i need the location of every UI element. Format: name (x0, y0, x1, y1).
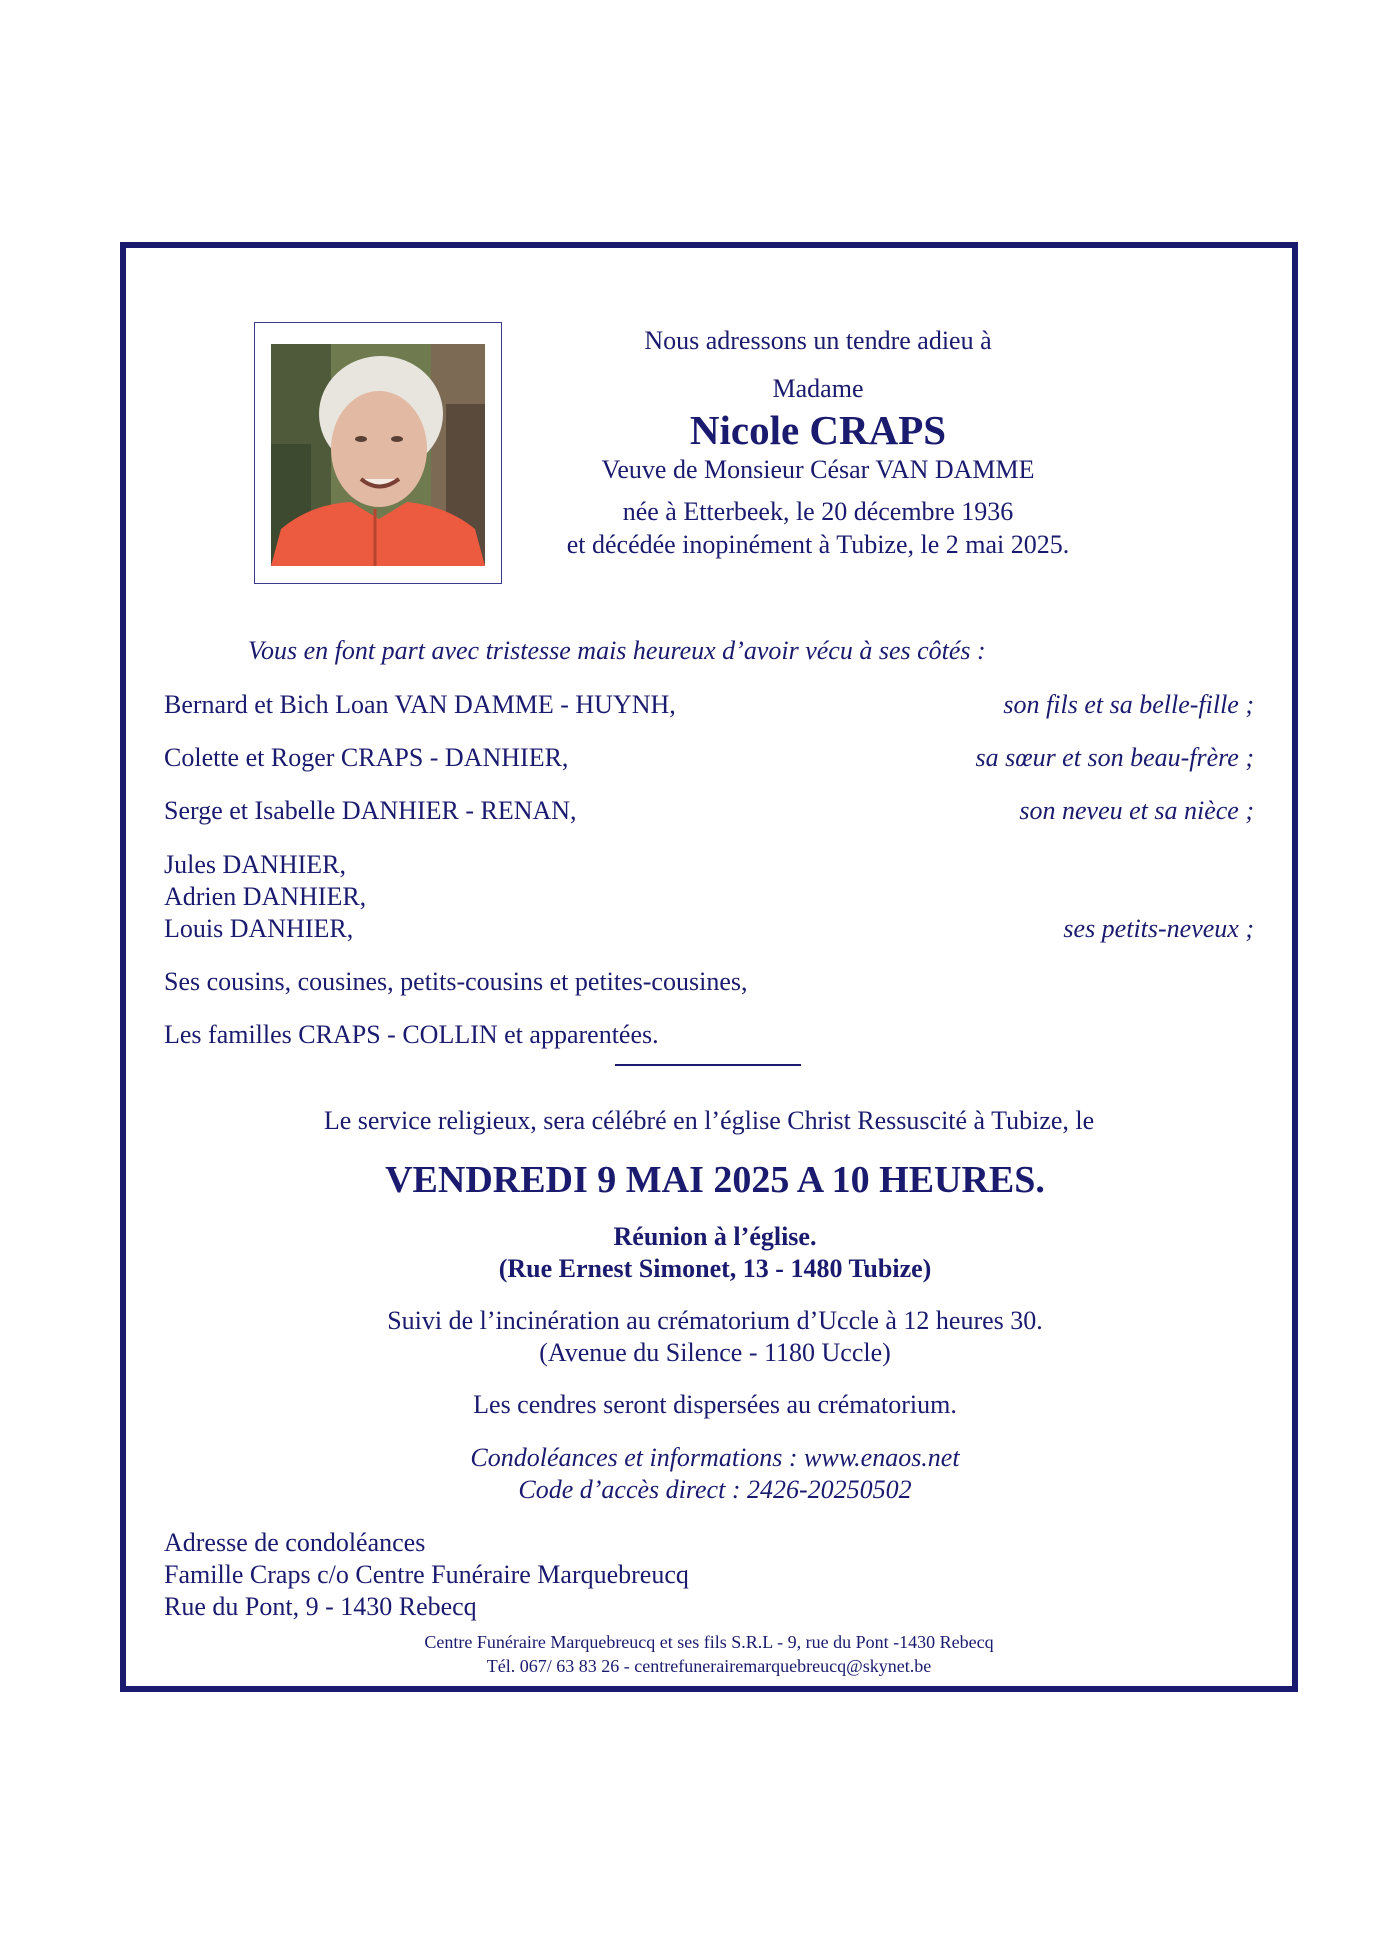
grandnephew-2: Adrien DANHIER, (164, 882, 367, 911)
family-names-2: Colette et Roger CRAPS - DANHIER, (164, 743, 569, 772)
birth-line: née à Etterbeek, le 20 décembre 1936 (622, 497, 1014, 526)
footer-line1: Centre Funéraire Marquebreucq et ses fils S.R.L - 9, rue du Pont -1430 Rebecq (424, 1632, 994, 1652)
death-line: et décédée inopinément à Tubize, le 2 mai 2025. (566, 530, 1070, 559)
portrait-photo (271, 344, 485, 566)
families-line: Les familles CRAPS - COLLIN et apparentées. (164, 1020, 659, 1049)
service-datetime: VENDREDI 9 MAI 2025 A 10 HEURES. (385, 1159, 1045, 1201)
condolence-address-title: Adresse de condoléances (164, 1528, 426, 1557)
condolence-address-line2: Rue du Pont, 9 - 1430 Rebecq (164, 1592, 477, 1621)
ashes-line: Les cendres seront dispersées au crématorium. (473, 1390, 957, 1419)
family-relation-3: son neveu et sa nièce ; (1019, 796, 1254, 825)
family-relation-2: sa sœur et son beau-frère ; (975, 743, 1254, 772)
grandnephews-relation: ses petits-neveux ; (1063, 914, 1254, 943)
family-names-3: Serge et Isabelle DANHIER - RENAN, (164, 796, 577, 825)
grandnephew-3: Louis DANHIER, (164, 914, 354, 943)
condolence-address-line1: Famille Craps c/o Centre Funéraire Marquebreucq (164, 1560, 689, 1589)
service-intro: Le service religieux, sera célébré en l’église Christ Ressuscité à Tubize, le (323, 1106, 1095, 1135)
family-relation-1: son fils et sa belle-fille ; (1003, 690, 1254, 719)
cremation-address: (Avenue du Silence - 1180 Uccle) (539, 1338, 891, 1367)
access-code: Code d’accès direct : 2426-20250502 (518, 1475, 912, 1504)
cremation-line: Suivi de l’incinération au crématorium d’Uccle à 12 heures 30. (387, 1306, 1043, 1335)
family-intro: Vous en font part avec tristesse mais heureux d’avoir vécu à ses côtés : (248, 636, 986, 665)
meeting-address: (Rue Ernest Simonet, 13 - 1480 Tubize) (498, 1254, 932, 1283)
deceased-name: Nicole CRAPS (689, 407, 947, 453)
family-names-1: Bernard et Bich Loan VAN DAMME - HUYNH, (164, 690, 676, 719)
meeting-line: Réunion à l’église. (613, 1222, 817, 1251)
separator-rule (615, 1064, 801, 1066)
widow-line: Veuve de Monsieur César VAN DAMME (601, 455, 1035, 484)
footer-line2: Tél. 067/ 63 83 26 - centrefunerairemarquebreucq@skynet.be (486, 1656, 932, 1676)
honorific: Madame (772, 374, 864, 403)
grandnephew-1: Jules DANHIER, (164, 850, 346, 879)
intro-line: Nous adressons un tendre adieu à (644, 326, 992, 355)
condolences-online: Condoléances et informations : www.enaos.net (470, 1443, 960, 1472)
cousins-line: Ses cousins, cousines, petits-cousins et petites-cousines, (164, 967, 748, 996)
